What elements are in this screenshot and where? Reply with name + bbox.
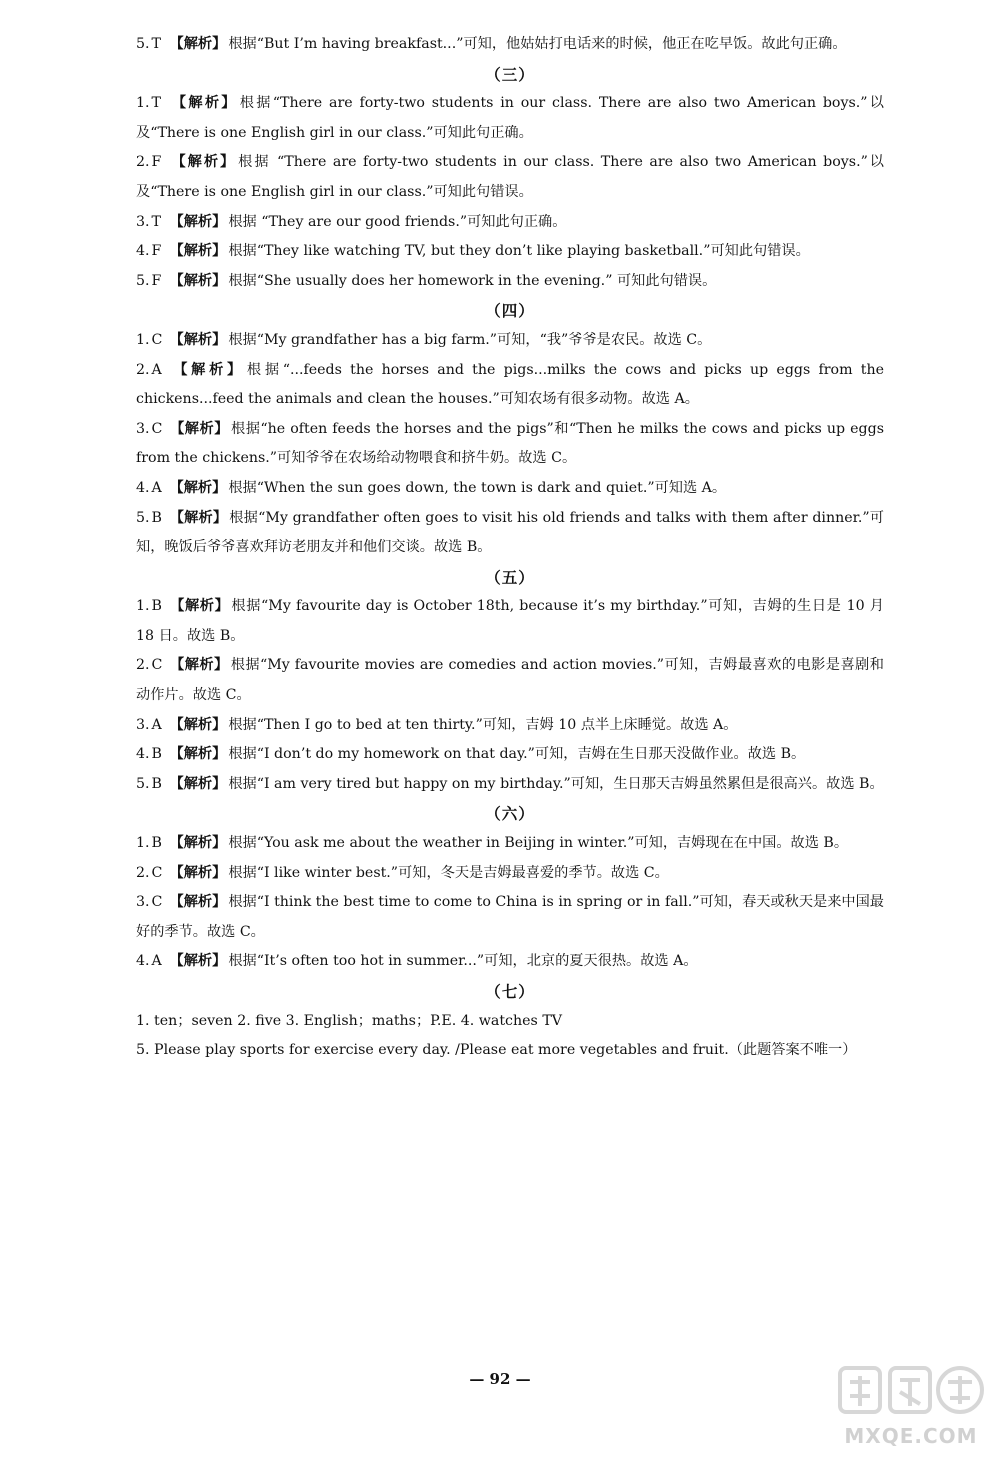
item-explanation: 根据“When the sun goes down, the town is dark and quiet.”可知选 A。 <box>228 479 727 496</box>
answer-item <box>136 237 884 267</box>
item-answer: B <box>151 775 162 792</box>
item-tag: 【解析】 <box>169 361 245 378</box>
item-number: 2. <box>136 154 150 171</box>
item-number: 2. <box>136 864 150 881</box>
answer-item <box>136 474 884 504</box>
item-tag: 【解析】 <box>169 746 227 763</box>
item-tag: 【解析】 <box>169 894 227 911</box>
item-tag: 【解析】 <box>169 479 227 496</box>
item-answer: B <box>151 509 162 526</box>
item-answer: B <box>151 746 162 763</box>
item-tag: 【解析】 <box>169 420 229 437</box>
answer-item <box>136 267 884 297</box>
item-explanation: 根据“I think the best time to come to China is in spring or in fall.”可知，春天或秋天是来中国最好的季节。故选 C。 <box>136 894 884 940</box>
item-number: 3. <box>136 716 150 733</box>
item-number: 5. <box>136 36 150 52</box>
answer-item <box>136 829 884 859</box>
answer-item <box>136 148 884 207</box>
item-tag: 【解析】 <box>169 154 237 171</box>
answer-item <box>136 356 884 415</box>
answer-item <box>136 888 884 947</box>
item-answer: A <box>151 361 162 378</box>
item-number: 4. <box>136 746 150 763</box>
item-explanation: 根据“There are forty-two students in our class. There are also two American boys.”以及“There is one English girl in our class.”可知此句正确。 <box>136 95 884 141</box>
item-number: 1. <box>136 598 150 615</box>
answer-item <box>136 592 884 651</box>
item-explanation: 根据“But I’m having breakfast...”可知，他姑姑打电话来的时候，他正在吃早饭。故此句正确。 <box>228 36 847 52</box>
item-explanation: 根据“I am very tired but happy on my birthday.”可知，生日那天吉姆虽然累但是很高兴。故选 B。 <box>228 775 884 792</box>
item-number: 3. <box>136 894 150 911</box>
answer-item <box>136 30 884 60</box>
item-answer: B <box>151 598 162 615</box>
item-explanation: 根据“...feeds the horses and the pigs...milks the cows and picks up eggs from the chickens...feed the animals and clean the houses.”可知农场有很多动物。故选 A。 <box>136 361 884 408</box>
item-number: 2. <box>136 657 150 674</box>
section-title: （七） <box>485 982 535 1001</box>
item-number: 4. <box>136 479 150 496</box>
item-answer: A <box>151 479 162 496</box>
section-title: （四） <box>485 301 535 321</box>
item-explanation: 根据“Then I go to bed at ten thirty.”可知，吉姆 10 点半上床睡觉。故选 A。 <box>228 716 738 733</box>
section-title: （五） <box>485 567 535 587</box>
answer-item <box>136 770 884 800</box>
item-tag: 【解析】 <box>169 509 228 526</box>
item-explanation: 根据“My grandfather often goes to visit his old friends and talks with them after dinner.”可知，晚饭后爷爷喜欢拜访老朋友并和他们交谈。故选 B。 <box>136 509 884 556</box>
item-answer: F <box>151 272 162 289</box>
item-number: 4. <box>136 953 150 970</box>
item-answer: C <box>151 420 163 437</box>
watermark <box>836 1362 986 1462</box>
item-number: 1. <box>136 331 150 348</box>
answer-content <box>136 30 884 1066</box>
item-tag: 【解析】 <box>169 331 227 348</box>
item-explanation: 根据“I don’t do my homework on that day.”可知，吉姆在生日那天没做作业。故选 B。 <box>228 746 806 763</box>
item-answer: F <box>151 243 162 260</box>
item-number: 5. <box>136 775 150 792</box>
item-explanation: 根据“It’s often too hot in summer...”可知，北京的夏天很热。故选 A。 <box>228 953 698 970</box>
item-answer: C <box>151 894 163 911</box>
item-tag: 【解析】 <box>169 953 227 970</box>
section-title: （六） <box>485 804 535 824</box>
item-answer: C <box>151 864 163 881</box>
answer-item <box>136 651 884 710</box>
item-answer: F <box>151 154 162 171</box>
answer-item <box>136 859 884 889</box>
item-answer: A <box>151 716 162 733</box>
item-number: 5. <box>136 272 150 289</box>
section-title: （三） <box>485 64 535 84</box>
item-number: 5. <box>136 509 150 526</box>
item-answer: C <box>151 657 163 674</box>
item-explanation: 根据“My favourite movies are comedies and action movies.”可知，吉姆最喜欢的电影是喜剧和动作片。故选 C。 <box>136 657 884 704</box>
watermark-logo-icon <box>836 1362 986 1422</box>
answer-item <box>136 89 884 148</box>
answer-item <box>136 208 884 238</box>
item-answer: T <box>151 36 162 52</box>
answer-item <box>136 415 884 474</box>
item-tag: 【解析】 <box>169 598 230 615</box>
answer-item <box>136 740 884 770</box>
item-explanation: 根据“My grandfather has a big farm.”可知，“我”爷爷是农民。故选 C。 <box>228 331 712 348</box>
item-explanation: 根据“I like winter best.”可知，冬天是吉姆最喜爱的季节。故选 C。 <box>228 864 669 881</box>
item-explanation: 根据“You ask me about the weather in Beijing in winter.”可知，吉姆现在在中国。故选 B。 <box>228 835 849 852</box>
answer-item <box>136 504 884 563</box>
answer-line: 1. ten；seven 2. five 3. English；maths；P.E. 4. watches TV <box>136 1012 563 1029</box>
item-tag: 【解析】 <box>169 657 229 674</box>
item-explanation: 根据“My favourite day is October 18th, because it’s my birthday.”可知，吉姆的生日是 10 月 18 日。故选 B。 <box>136 598 884 644</box>
item-explanation: 根据“She usually does her homework in the evening.” 可知此句错误。 <box>228 272 717 289</box>
item-tag: 【解析】 <box>169 243 227 260</box>
item-number: 1. <box>136 95 150 112</box>
item-answer: C <box>151 331 163 348</box>
answer-line: 5. Please play sports for exercise every day. /Please eat more vegetables and fruit.（此题答案不唯一） <box>136 1042 857 1059</box>
item-explanation: 根据 “There are forty-two students in our class. There are also two American boys.”以及“There is one English girl in our class.”可知此句错误。 <box>136 154 884 200</box>
item-answer: A <box>151 953 162 970</box>
item-answer: B <box>151 835 162 852</box>
answer-item <box>136 947 884 977</box>
item-explanation: 根据“he often feeds the horses and the pigs”和“Then he milks the cows and picks up eggs from the chickens.”可知爷爷在农场给动物喂食和挤牛奶。故选 C。 <box>136 420 884 467</box>
item-answer: T <box>151 95 162 112</box>
item-tag: 【解析】 <box>169 775 227 792</box>
item-number: 2. <box>136 361 150 378</box>
answer-item <box>136 711 884 741</box>
item-tag: 【解析】 <box>169 716 227 733</box>
item-tag: 【解析】 <box>169 272 227 289</box>
item-number: 3. <box>136 213 150 230</box>
item-number: 3. <box>136 420 150 437</box>
watermark-text: MXQE.COM <box>844 1424 978 1448</box>
item-tag: 【解析】 <box>169 864 227 881</box>
item-tag: 【解析】 <box>169 36 227 52</box>
item-tag: 【解析】 <box>169 95 238 112</box>
item-explanation: 根据“They like watching TV, but they don’t like playing basketball.”可知此句错误。 <box>228 243 810 260</box>
item-tag: 【解析】 <box>169 835 227 852</box>
item-number: 4. <box>136 243 150 260</box>
item-number: 1. <box>136 835 150 852</box>
page-number: — 92 — <box>469 1370 531 1388</box>
answer-item <box>136 326 884 356</box>
item-tag: 【解析】 <box>169 213 227 230</box>
item-explanation: 根据 “They are our good friends.”可知此句正确。 <box>228 213 567 230</box>
item-answer: T <box>151 213 162 230</box>
